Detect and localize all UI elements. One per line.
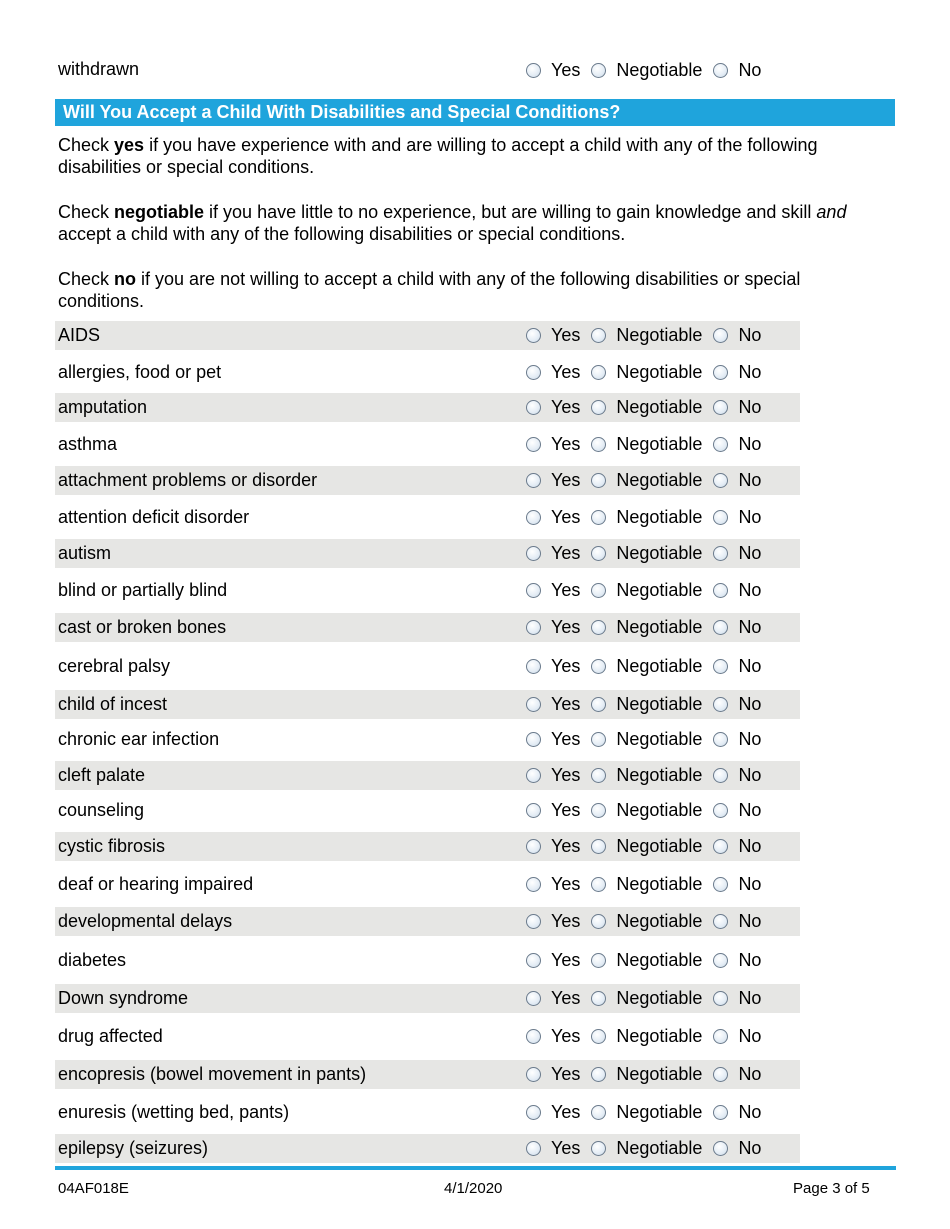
no-radio[interactable] <box>713 546 728 561</box>
yes-radio[interactable] <box>526 546 541 561</box>
text: if you are not willing to accept a child with any of the following disabilities or special conditions. <box>58 269 801 311</box>
negotiable-radio[interactable] <box>591 1105 606 1120</box>
text: Check <box>58 269 115 289</box>
condition-row <box>55 358 800 387</box>
radio-group <box>526 503 771 532</box>
no-label: No <box>738 617 762 637</box>
no-label: No <box>738 1026 762 1046</box>
negotiable-radio[interactable] <box>591 1029 606 1044</box>
yes-label: Yes <box>551 434 581 454</box>
yes-label: Yes <box>551 694 581 714</box>
section-title: Will You Accept a Child With Disabilities and Special Conditions? <box>63 102 621 122</box>
radio-group <box>526 466 771 495</box>
radio-group <box>526 690 771 719</box>
no-radio[interactable] <box>713 697 728 712</box>
yes-label: Yes <box>551 580 581 600</box>
form-date: 4/1/2020 <box>444 1180 503 1197</box>
negotiable-radio[interactable] <box>591 877 606 892</box>
yes-label: Yes <box>551 617 581 637</box>
radio-group <box>526 1060 771 1089</box>
negotiable-radio[interactable] <box>591 328 606 343</box>
yes-radio[interactable] <box>526 1029 541 1044</box>
condition-label: enuresis (wetting bed, pants) <box>58 1102 290 1122</box>
negotiable-label: Negotiable <box>616 1064 703 1084</box>
negotiable-label: Negotiable <box>616 656 703 676</box>
yes-radio[interactable] <box>526 63 541 78</box>
negotiable-label: Negotiable <box>616 59 703 80</box>
yes-label: Yes <box>551 911 581 931</box>
keyword-yes: yes <box>114 135 145 155</box>
yes-label: Yes <box>551 1102 581 1122</box>
negotiable-label: Negotiable <box>616 694 703 714</box>
yes-radio[interactable] <box>526 914 541 929</box>
yes-label: Yes <box>551 362 581 382</box>
instruction-negotiable <box>58 201 888 245</box>
negotiable-label: Negotiable <box>616 874 703 894</box>
yes-radio[interactable] <box>526 328 541 343</box>
no-radio[interactable] <box>713 768 728 783</box>
yes-label: Yes <box>551 874 581 894</box>
no-label: No <box>738 362 762 382</box>
radio-group <box>526 907 771 936</box>
radio-group <box>526 321 771 350</box>
radio-group <box>526 984 771 1013</box>
text: Check <box>58 135 115 155</box>
no-radio[interactable] <box>713 803 728 818</box>
negotiable-radio[interactable] <box>591 953 606 968</box>
no-label: No <box>738 397 762 417</box>
yes-label: Yes <box>551 397 581 417</box>
yes-label: Yes <box>551 59 581 80</box>
condition-row <box>55 466 800 495</box>
text: Check <box>58 202 115 222</box>
yes-label: Yes <box>551 950 581 970</box>
negotiable-radio[interactable] <box>591 1141 606 1156</box>
condition-row <box>55 832 800 861</box>
negotiable-label: Negotiable <box>616 470 703 490</box>
negotiable-label: Negotiable <box>616 617 703 637</box>
condition-row <box>55 652 800 681</box>
text: if you have experience with and are willing to accept a child with any of the following disabilities or special conditions. <box>58 135 818 177</box>
radio-group <box>526 946 771 975</box>
negotiable-label: Negotiable <box>616 729 703 749</box>
condition-row <box>55 539 800 568</box>
no-radio[interactable] <box>713 63 728 78</box>
no-radio[interactable] <box>713 659 728 674</box>
radio-group <box>526 1098 771 1127</box>
yes-radio[interactable] <box>526 732 541 747</box>
radio-group <box>526 539 771 568</box>
negotiable-label: Negotiable <box>616 580 703 600</box>
no-label: No <box>738 729 762 749</box>
condition-label: cystic fibrosis <box>58 836 166 856</box>
condition-row <box>55 613 800 642</box>
instruction-yes <box>58 134 888 178</box>
no-label: No <box>738 434 762 454</box>
yes-label: Yes <box>551 656 581 676</box>
no-radio[interactable] <box>713 953 728 968</box>
no-radio[interactable] <box>713 914 728 929</box>
yes-radio[interactable] <box>526 877 541 892</box>
negotiable-radio[interactable] <box>591 914 606 929</box>
no-radio[interactable] <box>713 877 728 892</box>
condition-label: deaf or hearing impaired <box>58 874 254 894</box>
condition-label: counseling <box>58 800 145 820</box>
condition-label: child of incest <box>58 694 168 714</box>
yes-radio[interactable] <box>526 768 541 783</box>
negotiable-label: Negotiable <box>616 950 703 970</box>
condition-label: diabetes <box>58 950 127 970</box>
no-label: No <box>738 1064 762 1084</box>
no-label: No <box>738 470 762 490</box>
negotiable-radio[interactable] <box>591 365 606 380</box>
radio-group <box>526 761 771 790</box>
condition-row <box>55 393 800 422</box>
negotiable-radio[interactable] <box>591 991 606 1006</box>
condition-row <box>55 503 800 532</box>
yes-label: Yes <box>551 1026 581 1046</box>
text: if you have little to no experience, but are willing to gain knowledge and skill <box>204 202 817 222</box>
condition-row <box>55 984 800 1013</box>
form-id: 04AF018E <box>58 1180 129 1197</box>
no-radio[interactable] <box>713 1141 728 1156</box>
no-radio[interactable] <box>713 1067 728 1082</box>
condition-label: autism <box>58 543 112 563</box>
footer-divider <box>55 1166 896 1170</box>
negotiable-radio[interactable] <box>591 400 606 415</box>
no-radio[interactable] <box>713 328 728 343</box>
negotiable-radio[interactable] <box>591 1067 606 1082</box>
no-label: No <box>738 543 762 563</box>
negotiable-radio[interactable] <box>591 803 606 818</box>
radio-group <box>526 832 771 861</box>
condition-label: drug affected <box>58 1026 163 1046</box>
yes-radio[interactable] <box>526 510 541 525</box>
radio-group <box>526 576 771 605</box>
no-radio[interactable] <box>713 1105 728 1120</box>
negotiable-label: Negotiable <box>616 800 703 820</box>
negotiable-label: Negotiable <box>616 1138 703 1158</box>
no-label: No <box>738 1102 762 1122</box>
no-radio[interactable] <box>713 839 728 854</box>
radio-group <box>526 870 771 899</box>
yes-label: Yes <box>551 543 581 563</box>
yes-radio[interactable] <box>526 473 541 488</box>
no-radio[interactable] <box>713 620 728 635</box>
question-row-withdrawn <box>58 55 858 85</box>
negotiable-label: Negotiable <box>616 434 703 454</box>
no-label: No <box>738 988 762 1008</box>
condition-label: allergies, food or pet <box>58 362 222 382</box>
condition-label: cleft palate <box>58 765 146 785</box>
italic-and: and <box>816 202 847 222</box>
negotiable-radio[interactable] <box>591 659 606 674</box>
yes-radio[interactable] <box>526 620 541 635</box>
negotiable-label: Negotiable <box>616 362 703 382</box>
radio-group <box>526 1134 771 1163</box>
radio-group <box>526 652 771 681</box>
yes-radio[interactable] <box>526 659 541 674</box>
no-label: No <box>738 874 762 894</box>
no-label: No <box>738 694 762 714</box>
yes-label: Yes <box>551 729 581 749</box>
yes-radio[interactable] <box>526 365 541 380</box>
negotiable-label: Negotiable <box>616 325 703 345</box>
yes-label: Yes <box>551 1064 581 1084</box>
instruction-no <box>58 268 888 312</box>
no-label: No <box>738 765 762 785</box>
no-label: No <box>738 911 762 931</box>
no-radio[interactable] <box>713 437 728 452</box>
yes-label: Yes <box>551 470 581 490</box>
radio-group <box>526 613 771 642</box>
yes-label: Yes <box>551 800 581 820</box>
negotiable-label: Negotiable <box>616 988 703 1008</box>
yes-label: Yes <box>551 836 581 856</box>
negotiable-label: Negotiable <box>616 397 703 417</box>
negotiable-radio[interactable] <box>591 546 606 561</box>
no-radio[interactable] <box>713 583 728 598</box>
negotiable-label: Negotiable <box>616 1026 703 1046</box>
no-radio[interactable] <box>713 1029 728 1044</box>
condition-label: attention deficit disorder <box>58 507 250 527</box>
condition-row <box>55 761 800 790</box>
condition-label: AIDS <box>58 325 101 345</box>
condition-row <box>55 725 800 754</box>
yes-radio[interactable] <box>526 437 541 452</box>
no-radio[interactable] <box>713 991 728 1006</box>
no-label: No <box>738 507 762 527</box>
no-label: No <box>738 800 762 820</box>
condition-label: cast or broken bones <box>58 617 227 637</box>
yes-label: Yes <box>551 325 581 345</box>
negotiable-radio[interactable] <box>591 839 606 854</box>
condition-row <box>55 1098 800 1127</box>
yes-label: Yes <box>551 1138 581 1158</box>
text: accept a child with any of the following disabilities or special conditions. <box>58 224 626 244</box>
negotiable-radio[interactable] <box>591 697 606 712</box>
no-label: No <box>738 1138 762 1158</box>
yes-radio[interactable] <box>526 953 541 968</box>
row-label: withdrawn <box>58 59 140 79</box>
radio-group <box>526 725 771 754</box>
yes-radio[interactable] <box>526 1067 541 1082</box>
negotiable-label: Negotiable <box>616 1102 703 1122</box>
negotiable-radio[interactable] <box>591 63 606 78</box>
radio-group <box>526 393 771 422</box>
condition-label: cerebral palsy <box>58 656 171 676</box>
section-header <box>55 99 895 126</box>
yes-radio[interactable] <box>526 839 541 854</box>
condition-label: blind or partially blind <box>58 580 228 600</box>
condition-label: Down syndrome <box>58 988 189 1008</box>
no-radio[interactable] <box>713 365 728 380</box>
condition-row <box>55 576 800 605</box>
yes-label: Yes <box>551 507 581 527</box>
no-label: No <box>738 950 762 970</box>
no-radio[interactable] <box>713 400 728 415</box>
negotiable-radio[interactable] <box>591 583 606 598</box>
condition-label: amputation <box>58 397 148 417</box>
negotiable-radio[interactable] <box>591 437 606 452</box>
yes-radio[interactable] <box>526 400 541 415</box>
condition-row <box>55 907 800 936</box>
condition-row <box>55 796 800 825</box>
radio-group <box>526 358 771 387</box>
no-label: No <box>738 325 762 345</box>
condition-row <box>55 1134 800 1163</box>
condition-row <box>55 870 800 899</box>
no-radio[interactable] <box>713 510 728 525</box>
negotiable-radio[interactable] <box>591 510 606 525</box>
no-label: No <box>738 59 762 80</box>
page-number: Page 3 of 5 <box>793 1180 870 1197</box>
negotiable-radio[interactable] <box>591 732 606 747</box>
negotiable-radio[interactable] <box>591 768 606 783</box>
negotiable-label: Negotiable <box>616 911 703 931</box>
no-radio[interactable] <box>713 732 728 747</box>
negotiable-label: Negotiable <box>616 765 703 785</box>
yes-radio[interactable] <box>526 1141 541 1156</box>
yes-radio[interactable] <box>526 1105 541 1120</box>
condition-row <box>55 321 800 350</box>
condition-row <box>55 690 800 719</box>
no-label: No <box>738 656 762 676</box>
radio-group <box>526 430 771 459</box>
yes-radio[interactable] <box>526 803 541 818</box>
radio-group <box>526 1022 771 1051</box>
condition-label: developmental delays <box>58 911 233 931</box>
yes-label: Yes <box>551 988 581 1008</box>
negotiable-radio[interactable] <box>591 620 606 635</box>
yes-label: Yes <box>551 765 581 785</box>
yes-radio[interactable] <box>526 583 541 598</box>
no-radio[interactable] <box>713 473 728 488</box>
keyword-no: no <box>114 269 137 289</box>
condition-label: asthma <box>58 434 118 454</box>
condition-label: epilepsy (seizures) <box>58 1138 209 1158</box>
condition-label: encopresis (bowel movement in pants) <box>58 1064 367 1084</box>
condition-row <box>55 430 800 459</box>
no-label: No <box>738 580 762 600</box>
negotiable-label: Negotiable <box>616 507 703 527</box>
negotiable-label: Negotiable <box>616 543 703 563</box>
keyword-negotiable: negotiable <box>114 202 205 222</box>
yes-radio[interactable] <box>526 697 541 712</box>
condition-row <box>55 1022 800 1051</box>
condition-row <box>55 946 800 975</box>
condition-label: attachment problems or disorder <box>58 470 318 490</box>
negotiable-radio[interactable] <box>591 473 606 488</box>
no-label: No <box>738 836 762 856</box>
radio-group <box>526 55 771 85</box>
yes-radio[interactable] <box>526 991 541 1006</box>
negotiable-label: Negotiable <box>616 836 703 856</box>
radio-group <box>526 796 771 825</box>
condition-row <box>55 1060 800 1089</box>
condition-label: chronic ear infection <box>58 729 220 749</box>
